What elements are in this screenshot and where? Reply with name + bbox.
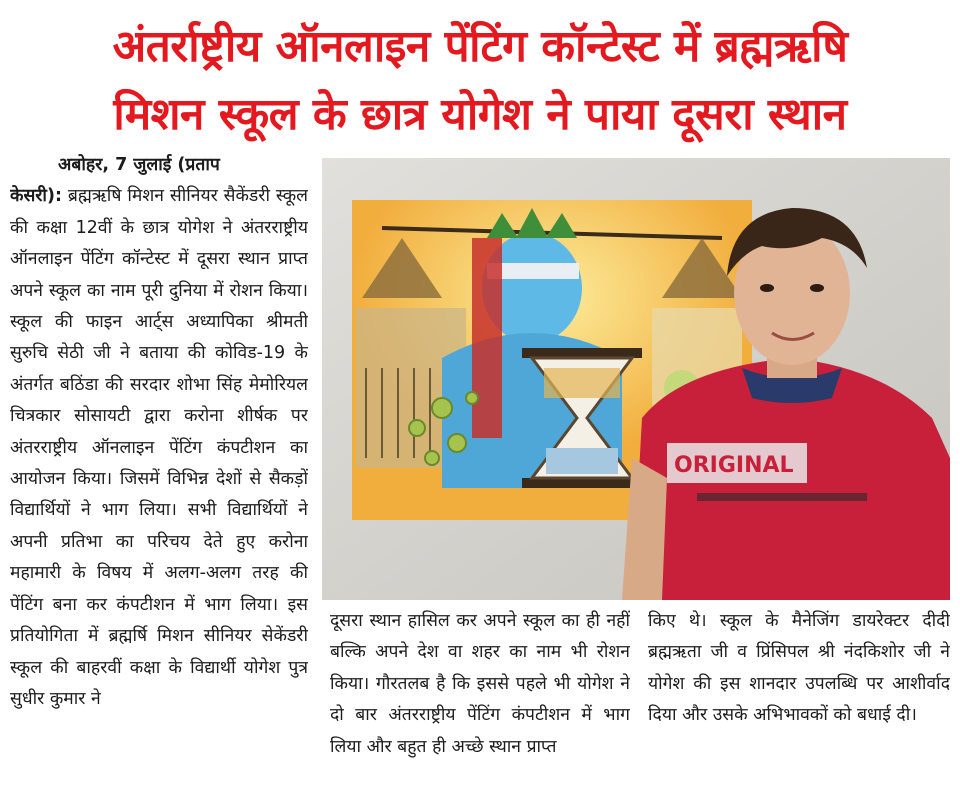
article-column-2: दूसरा स्थान हासिल कर अपने स्कूल का ही नहीं बल्कि अपने देश वा शहर का नाम भी रोशन किया। गौरतलब है कि इससे पहले भी योगेश ने दो बार अंतरराष्ट्रीय पेंटिंग कंपटीशन में भाग लिया और बहुत ही अच्छे स्थान प्राप्त — [330, 611, 630, 757]
article-column-1 — [10, 150, 308, 798]
dateline-source: केसरी): — [10, 186, 62, 207]
headline-line-1: अंतर्राष्ट्रीय ऑनलाइन पेंटिंग कॉन्टेस्ट में ब्रह्मऋषि — [112, 21, 848, 72]
news-photo — [322, 158, 950, 600]
shirt-print-text: ORIGINAL — [674, 453, 794, 478]
article-column-3: किए थे। स्कूल के मैनेजिंग डायरेक्टर दीदी ब्रह्मऋता जी व प्रिंसिपल श्री नंदकिशोर जी ने योगेश की इस शानदार उपलब्धि पर आशीर्वाद दिया और उसके अभिभावकों को बधाई दी। — [648, 611, 950, 726]
article-body-column-1: ब्रह्मऋषि मिशन सीनियर सैकेंडरी स्कूल की कक्षा 12वीं के छात्र योगेश ने अंतरराष्ट्रीय ऑनलाइन पेंटिंग कॉन्टेस्ट में दूसरा स्थान प्राप्त अपने स्कूल का नाम पूरी दुनिया में रोशन किया। स्कूल की फाइन आर्ट्स अध्यापिका श्रीमती सुरुचि सेठी जी ने बताया की कोविड-19 के अंतर्गत बठिंडा की सरदार शोभा सिंह मेमोरियल चित्रकार सोसायटी द्वारा करोना शीर्षक पर अंतरराष्ट्रीय ऑनलाइन पेंटिंग कंपटीशन का आयोजन किया। जिसमें विभिन्न देशों से सैकड़ों विद्यार्थियों ने भाग लिया। सभी विद्यार्थियों ने अपनी प्रतिभा का परिचय देते हुए करोना महामारी के विषय में अलग-अलग तरह की पेंटिंग बना कर कंपटीशन में भाग लिया। इस प्रतियोगिता में ब्रह्मर्षि मिशन सीनियर सेकेंडरी स्कूल की बाहरवीं कक्षा के विद्यार्थी योगेश पुत्र सुधीर कुमार ने — [10, 186, 308, 709]
headline-line-2: मिशन स्कूल के छात्र योगेश ने पाया दूसरा स्थान — [113, 89, 847, 140]
dateline: अबोहर, 7 जुलाई (प्रताप — [58, 155, 220, 175]
